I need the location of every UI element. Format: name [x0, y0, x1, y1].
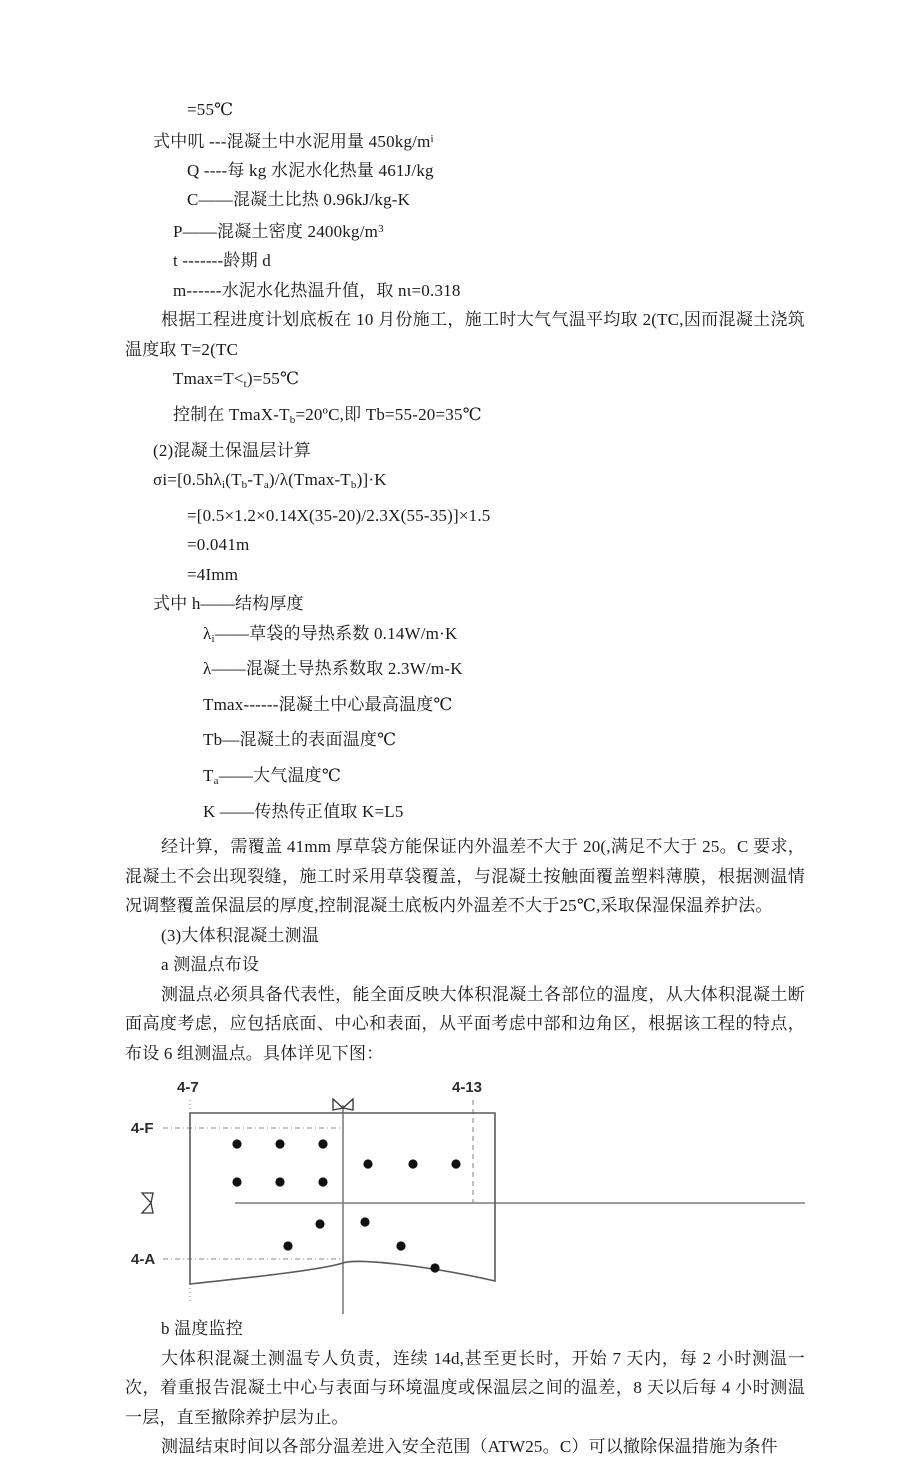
definition-lambda-lead: λ	[203, 659, 212, 679]
definition-lambda-i-lead: λ	[203, 623, 212, 643]
section-marker-top-icon	[333, 1099, 353, 1110]
sigma-sub-2: b	[241, 479, 248, 492]
definition-tmax-lead: Tmax	[203, 694, 244, 714]
figure-label-4-13: 4-13	[452, 1079, 483, 1097]
superscript-p: 3	[378, 222, 384, 235]
definition-k-text: ——传热传正值取 K=L5	[215, 801, 404, 821]
sigma-sub-4: b	[350, 479, 357, 492]
sigma-part-2: (T	[225, 470, 242, 490]
sigma-sub-3: a	[263, 479, 269, 492]
variable-definition-mc-text: 式中叽 ---混凝土中水泥用量 450kg/m	[153, 131, 431, 151]
measurement-point-dot	[363, 1159, 372, 1168]
definition-lambda-i-sub: i	[211, 632, 215, 645]
variable-definition-p	[125, 215, 805, 246]
paragraph-monitoring-detail: 大体积混凝土测温专人负责，连续 14d,甚至更长时，开始 7 天内，每 2 小时测温一次，着重报告混凝土中心与表面与环境温度或保温层之间的温差，8 天以后每 4 小时测温一层，直至撤除养护层为止。	[125, 1348, 805, 1427]
definition-tmax-text: ------混凝土中心最高温度℃	[243, 694, 453, 714]
measurement-point-dot	[315, 1219, 324, 1228]
measurement-point-dot	[408, 1159, 417, 1168]
formula-step-1: =[0.5×1.2×0.14X(35-20)/2.3X(55-35)]×1.5	[187, 505, 491, 525]
paragraph-schedule: 根据工程进度计划底板在 10 月份施工，施工时大气气温平均取 2(TC,因而混凝土浇筑温度取 T=2(TC	[125, 310, 805, 359]
formula-tmax	[125, 364, 805, 400]
definition-tb	[125, 725, 805, 761]
superscript-mc: i	[430, 132, 434, 145]
section-title-insulation: (2)混凝土保温层计算	[153, 440, 312, 460]
variable-definition-p-text: P——混凝土密度 2400kg/m	[173, 221, 379, 241]
figure-svg	[125, 1072, 805, 1314]
subsection-title-temperature-monitoring: b 温度监控	[161, 1319, 243, 1339]
figure-label-4-F: 4-F	[131, 1120, 154, 1138]
definition-k-lead: K	[203, 801, 216, 821]
formula-result-line: =55℃	[187, 100, 234, 119]
definition-lambda-i-text: ——草袋的导热系数 0.14W/m·K	[214, 623, 458, 643]
measurement-point-dot	[275, 1177, 284, 1186]
formula-control	[125, 400, 805, 436]
definition-ta-sub: a	[213, 775, 219, 787]
sigma-part-4: )/λ(Tmax-T	[268, 470, 351, 490]
definition-lambda-i	[125, 619, 805, 655]
definition-ta-text: ——大气温度℃	[218, 765, 342, 785]
definition-k	[125, 797, 805, 833]
measurement-point-dot	[451, 1159, 460, 1168]
variable-definition-mc	[125, 125, 805, 156]
measurement-point-dot	[360, 1217, 369, 1226]
measurement-point-dot	[318, 1139, 327, 1148]
sigma-part-1: σi=[0.5hλ	[153, 470, 222, 490]
section-marker-left-icon	[142, 1193, 153, 1213]
definitions-title: 式中 h——结构厚度	[153, 594, 304, 614]
variable-definition-c: C——混凝土比热 0.96kJ/kg-K	[187, 190, 411, 210]
document-body	[125, 95, 805, 1462]
formula-step-3: =4Imm	[187, 564, 239, 584]
definition-tb-text: —混凝土的表面温度℃	[222, 730, 397, 750]
measurement-point-dot	[232, 1177, 241, 1186]
formula-tmax-sub: t	[243, 378, 247, 391]
formula-step-2: =0.041m	[187, 535, 250, 555]
measurement-points-group	[232, 1139, 460, 1272]
measurement-point-dot	[430, 1263, 439, 1272]
variable-definition-t: t -------龄期 d	[173, 251, 271, 271]
measurement-point-dot	[232, 1139, 241, 1148]
definition-lambda-text: ——混凝土导热系数取 2.3W/m-K	[211, 659, 463, 679]
measurement-point-dot	[283, 1241, 292, 1250]
formula-tmax-tail: )=55℃	[246, 369, 300, 389]
variable-definition-m: m------水泥水化热温升值，取 nι=0.318	[173, 280, 461, 300]
figure-label-4-A: 4-A	[131, 1251, 156, 1269]
sigma-sub-1: i	[221, 479, 226, 492]
measurement-point-dot	[396, 1241, 405, 1250]
paragraph-point-layout: 测温点必须具备代表性，能全面反映大体积混凝土各部位的温度，从大体积混凝土断面高度考虑，应包括底面、中心和表面，从平面考虑中部和边角区，根据该工程的特点，布设 6 组测温点。具体详见下图：	[125, 984, 805, 1063]
formula-control-head: 控制在 TmaX-T	[173, 404, 290, 424]
sigma-part-3: -T	[247, 470, 264, 490]
paragraph-calculation-result: 经计算，需覆盖 41mm 厚草袋方能保证内外温差不大于 20(,满足不大于 25。C 要求，混凝土不会出现裂缝，施工时采用草袋覆盖，与混凝土按触面覆盖塑料薄膜，根据测温情况调整覆盖保温层的厚度,控制混凝土底板内外温差不大于25℃,采取保湿保温养护法。	[125, 837, 805, 916]
measurement-point-dot	[318, 1177, 327, 1186]
subsection-title-point-layout: a 测温点布设	[161, 955, 260, 975]
formula-sigma	[125, 465, 805, 501]
variable-definition-q: Q ----每 kg 水泥水化热量 461J/kg	[187, 160, 434, 180]
formula-tmax-head: Tmax=T<	[173, 369, 244, 389]
definition-ta-lead: T	[203, 765, 214, 785]
measurement-point-dot	[275, 1139, 284, 1148]
definition-tmax	[125, 690, 805, 726]
definition-tb-lead: Tb	[203, 730, 223, 750]
formula-control-sub: b	[289, 414, 296, 427]
paragraph-end-condition: 测温结束时间以各部分温差进入安全范围（ATW25。C）可以撤除保温措施为条件	[161, 1437, 778, 1457]
figure-label-4-7: 4-7	[177, 1079, 199, 1097]
figure-temperature-measurement-points	[125, 1072, 805, 1314]
definition-lambda	[125, 654, 805, 690]
sigma-part-5: )]·K	[356, 470, 387, 490]
definition-ta	[125, 761, 805, 797]
section-title-monitoring: (3)大体积混凝土测温	[161, 925, 320, 945]
formula-control-tail: =20ºC,即 Tb=55-20=35℃	[295, 404, 482, 424]
